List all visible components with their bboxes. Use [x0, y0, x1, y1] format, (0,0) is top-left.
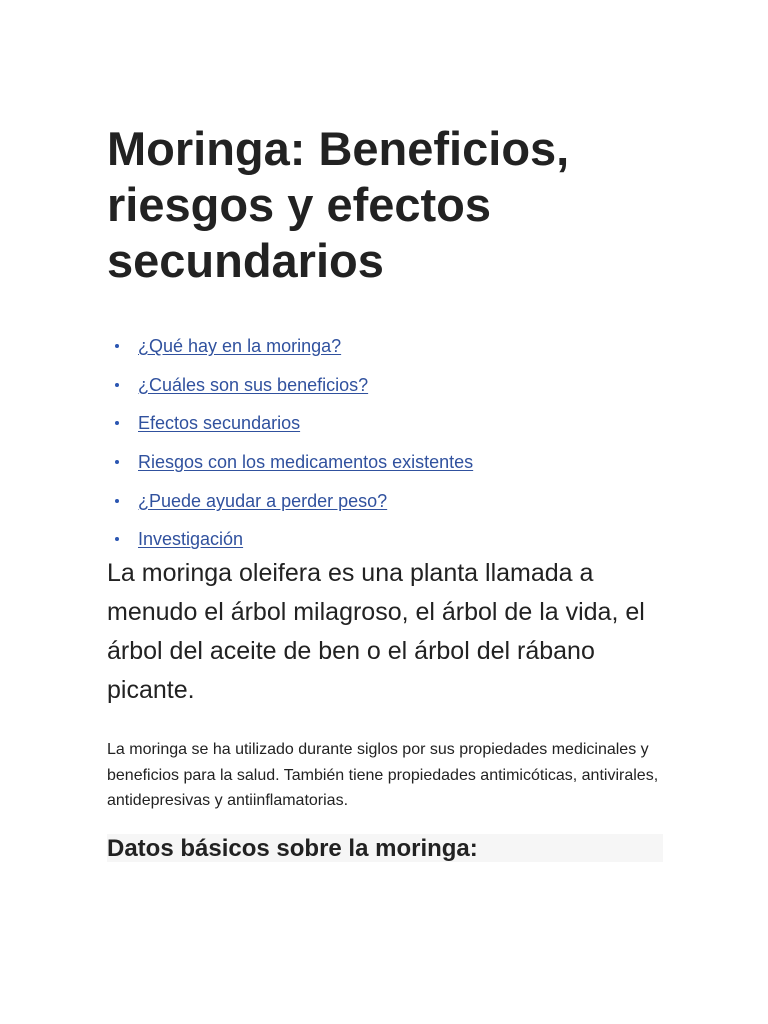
section-heading-datos-basicos: Datos básicos sobre la moringa:: [107, 834, 663, 862]
toc-link-efectos-secundarios[interactable]: Efectos secundarios: [138, 413, 301, 434]
bullet-icon: [115, 383, 119, 387]
toc-item: [107, 330, 663, 369]
toc-link-riesgos[interactable]: Riesgos con los medicamentos existentes: [138, 452, 474, 473]
bullet-icon: [115, 499, 119, 503]
toc-link-perder-peso[interactable]: ¿Puede ayudar a perder peso?: [138, 490, 388, 511]
bullet-icon: [115, 421, 119, 425]
toc-item: [107, 446, 663, 485]
toc-link-contenido[interactable]: ¿Qué hay en la moringa?: [138, 336, 342, 356]
toc-link-beneficios[interactable]: ¿Cuáles son sus beneficios?: [138, 374, 369, 395]
bullet-icon: [115, 344, 119, 348]
lead-paragraph: La moringa oleifera es una planta llamada a menudo el árbol milagroso, el árbol de la vida, el árbol del aceite de ben o el árbol del rábano picante.: [107, 559, 645, 704]
toc-link-investigacion[interactable]: Investigación: [138, 529, 244, 550]
page-title: Moringa: Beneficios, riesgos y efectos secundarios: [107, 122, 570, 287]
toc-item: [107, 485, 663, 524]
body-paragraph: La moringa se ha utilizado durante siglos por sus propiedades medicinales y beneficios para la salud. También tiene propiedades antimicóticas, antivirales, antidepresivas y antiinflamatorias.: [107, 741, 659, 809]
table-of-contents: [107, 330, 663, 562]
toc-item: [107, 407, 663, 446]
toc-item: [107, 369, 663, 408]
bullet-icon: [115, 460, 119, 464]
bullet-icon: [115, 537, 119, 541]
